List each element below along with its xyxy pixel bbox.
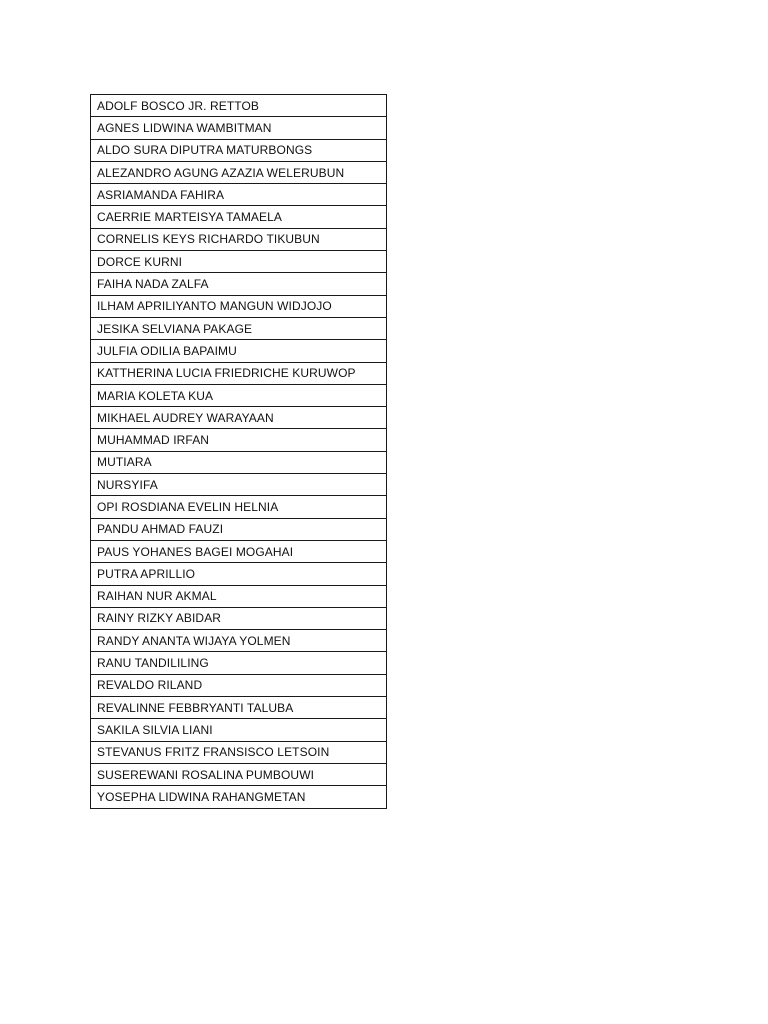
name-cell: YOSEPHA LIDWINA RAHANGMETAN xyxy=(91,786,387,808)
table-row xyxy=(91,161,387,183)
table-row xyxy=(91,317,387,339)
name-cell: JULFIA ODILIA BAPAIMU xyxy=(91,340,387,362)
name-cell: NURSYIFA xyxy=(91,474,387,496)
name-cell: FAIHA NADA ZALFA xyxy=(91,273,387,295)
name-cell: STEVANUS FRITZ FRANSISCO LETSOIN xyxy=(91,741,387,763)
name-cell: PAUS YOHANES BAGEI MOGAHAI xyxy=(91,540,387,562)
table-row xyxy=(91,451,387,473)
name-cell: ADOLF BOSCO JR. RETTOB xyxy=(91,95,387,117)
name-cell: CORNELIS KEYS RICHARDO TIKUBUN xyxy=(91,228,387,250)
table-row xyxy=(91,95,387,117)
table-row xyxy=(91,563,387,585)
table-row xyxy=(91,674,387,696)
table-row xyxy=(91,697,387,719)
table-row xyxy=(91,474,387,496)
name-list-body xyxy=(91,95,387,809)
table-row xyxy=(91,362,387,384)
name-cell: SUSEREWANI ROSALINA PUMBOUWI xyxy=(91,763,387,785)
name-cell: REVALINNE FEBBRYANTI TALUBA xyxy=(91,697,387,719)
name-cell: CAERRIE MARTEISYA TAMAELA xyxy=(91,206,387,228)
table-row xyxy=(91,719,387,741)
name-cell: ALDO SURA DIPUTRA MATURBONGS xyxy=(91,139,387,161)
table-row xyxy=(91,228,387,250)
name-cell: JESIKA SELVIANA PAKAGE xyxy=(91,317,387,339)
table-row xyxy=(91,741,387,763)
name-cell: RANU TANDILILING xyxy=(91,652,387,674)
table-row xyxy=(91,206,387,228)
name-cell: ALEZANDRO AGUNG AZAZIA WELERUBUN xyxy=(91,161,387,183)
table-row xyxy=(91,251,387,273)
table-row xyxy=(91,786,387,808)
table-row xyxy=(91,139,387,161)
name-cell: RANDY ANANTA WIJAYA YOLMEN xyxy=(91,630,387,652)
name-cell: MUTIARA xyxy=(91,451,387,473)
name-cell: KATTHERINA LUCIA FRIEDRICHE KURUWOP xyxy=(91,362,387,384)
name-cell: RAIHAN NUR AKMAL xyxy=(91,585,387,607)
table-row xyxy=(91,117,387,139)
table-row xyxy=(91,518,387,540)
table-row xyxy=(91,652,387,674)
name-cell: SAKILA SILVIA LIANI xyxy=(91,719,387,741)
table-row xyxy=(91,540,387,562)
table-row xyxy=(91,184,387,206)
table-row xyxy=(91,384,387,406)
table-row xyxy=(91,295,387,317)
name-list-table xyxy=(90,94,387,809)
table-row xyxy=(91,496,387,518)
table-row xyxy=(91,763,387,785)
table-row xyxy=(91,407,387,429)
table-row xyxy=(91,607,387,629)
name-cell: MIKHAEL AUDREY WARAYAAN xyxy=(91,407,387,429)
table-row xyxy=(91,630,387,652)
table-row xyxy=(91,273,387,295)
table-row xyxy=(91,429,387,451)
name-cell: DORCE KURNI xyxy=(91,251,387,273)
table-row xyxy=(91,340,387,362)
name-cell: PUTRA APRILLIO xyxy=(91,563,387,585)
name-cell: MARIA KOLETA KUA xyxy=(91,384,387,406)
name-cell: ASRIAMANDA FAHIRA xyxy=(91,184,387,206)
name-cell: PANDU AHMAD FAUZI xyxy=(91,518,387,540)
name-cell: AGNES LIDWINA WAMBITMAN xyxy=(91,117,387,139)
table-row xyxy=(91,585,387,607)
name-cell: ILHAM APRILIYANTO MANGUN WIDJOJO xyxy=(91,295,387,317)
name-cell: REVALDO RILAND xyxy=(91,674,387,696)
name-cell: RAINY RIZKY ABIDAR xyxy=(91,607,387,629)
name-cell: OPI ROSDIANA EVELIN HELNIA xyxy=(91,496,387,518)
name-cell: MUHAMMAD IRFAN xyxy=(91,429,387,451)
